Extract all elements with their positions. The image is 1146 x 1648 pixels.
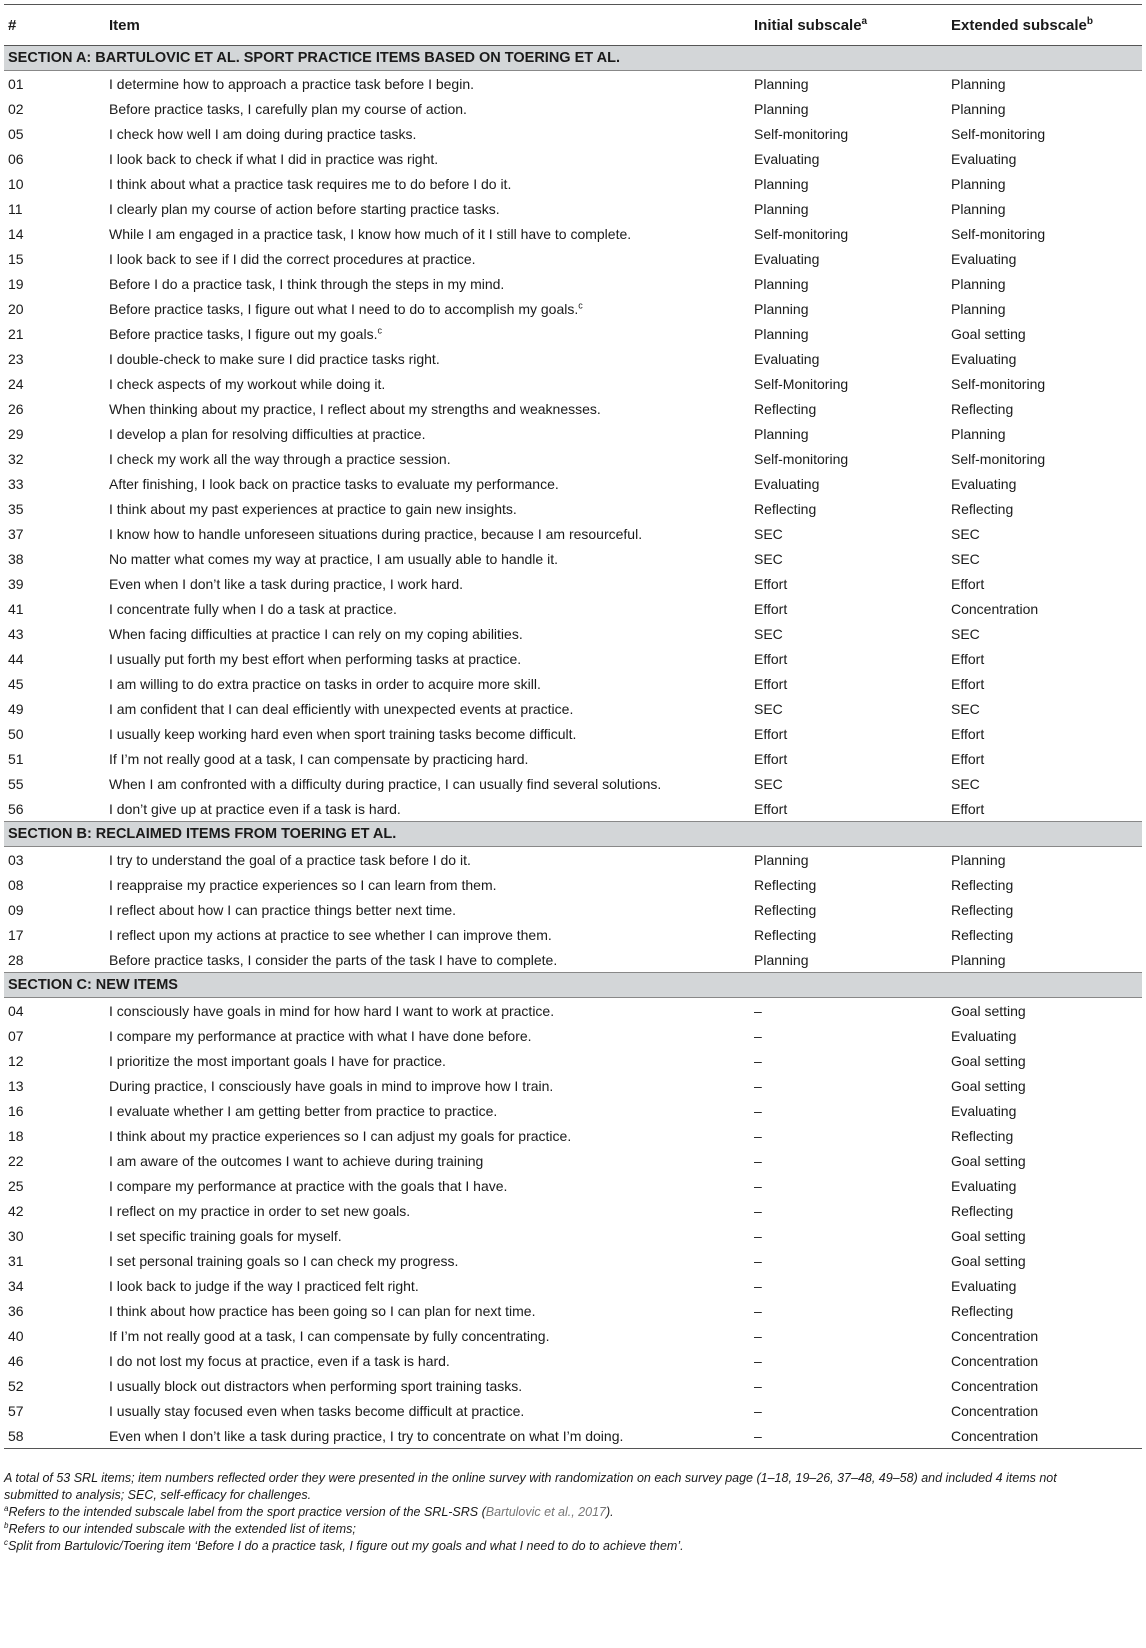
initial-subscale: Planning (754, 100, 809, 117)
item-number: 01 (8, 75, 24, 92)
item-number: 40 (8, 1327, 24, 1344)
extended-subscale: Planning (951, 100, 1006, 117)
footnote-a: $^a$Refers to the intended subscale label from the sport practice version of the SRL-SRS (Bartulovic et al., 2017). (4, 1503, 614, 1519)
item-text: I consciously have goals in mind for how hard I want to work at practice. (109, 1002, 555, 1019)
table-row (4, 922, 1142, 947)
initial-subscale: Effort (754, 650, 788, 667)
item-text: I do not lost my focus at practice, even if a task is hard. (109, 1352, 450, 1369)
item-text: I look back to check if what I did in practice was right. (109, 150, 439, 167)
table-row (4, 696, 1142, 721)
table-row (4, 196, 1142, 221)
extended-subscale: Reflecting (951, 901, 1014, 918)
initial-subscale: Planning (754, 200, 809, 217)
extended-subscale: Evaluating (951, 250, 1017, 267)
initial-subscale: – (754, 1052, 762, 1069)
header-row (4, 5, 1142, 46)
initial-subscale: SEC (754, 700, 783, 717)
item-number: 55 (8, 775, 24, 792)
table-row (4, 1048, 1142, 1073)
table-row (4, 546, 1142, 571)
header-initial-subscale: Initial subscale$^a$ (750, 5, 947, 46)
initial-subscale: Reflecting (754, 926, 817, 943)
item-number: 56 (8, 800, 24, 817)
extended-subscale: SEC (951, 625, 980, 642)
table-row (4, 246, 1142, 271)
item-number: 50 (8, 725, 24, 742)
initial-subscale: Planning (754, 75, 809, 92)
item-text: I reflect on my practice in order to set new goals. (109, 1202, 411, 1219)
item-text: When facing difficulties at practice I can rely on my coping abilities. (109, 625, 523, 642)
item-number: 39 (8, 575, 24, 592)
initial-subscale: – (754, 1227, 762, 1244)
initial-subscale: – (754, 1202, 762, 1219)
item-text: I clearly plan my course of action before starting practice tasks. (109, 200, 500, 217)
initial-subscale: – (754, 1302, 762, 1319)
section-title: SECTION A: BARTULOVIC ET AL. SPORT PRACTICE ITEMS BASED ON TOERING ET AL. (4, 46, 1142, 71)
item-number: 15 (8, 250, 24, 267)
item-number: 23 (8, 350, 24, 367)
initial-subscale: SEC (754, 550, 783, 567)
initial-subscale: Reflecting (754, 876, 817, 893)
item-text: I reflect about how I can practice things better next time. (109, 901, 457, 918)
item-text: I try to understand the goal of a practice task before I do it. (109, 851, 471, 868)
item-number: 36 (8, 1302, 24, 1319)
extended-subscale: Effort (951, 725, 985, 742)
initial-subscale: – (754, 1127, 762, 1144)
extended-subscale: Reflecting (951, 1202, 1014, 1219)
item-text: I check my work all the way through a practice session. (109, 450, 451, 467)
header-extended-subscale: Extended subscale$^b$ (947, 5, 1142, 46)
table-row (4, 646, 1142, 671)
item-number: 03 (8, 851, 24, 868)
item-text: I reflect upon my actions at practice to see whether I can improve them. (109, 926, 552, 943)
initial-subscale: SEC (754, 775, 783, 792)
extended-subscale: Concentration (951, 1402, 1039, 1419)
extended-subscale: Goal setting (951, 1252, 1026, 1269)
extended-subscale: Concentration (951, 1352, 1039, 1369)
extended-subscale: Planning (951, 275, 1006, 292)
item-number: 05 (8, 125, 24, 142)
item-number: 08 (8, 876, 24, 893)
item-number: 26 (8, 400, 24, 417)
extended-subscale: Planning (951, 425, 1006, 442)
table-row (4, 621, 1142, 646)
item-number: 18 (8, 1127, 24, 1144)
item-text: I am confident that I can deal efficiently with unexpected events at practice. (109, 700, 574, 717)
initial-subscale: Effort (754, 600, 788, 617)
section-title: SECTION B: RECLAIMED ITEMS FROM TOERING ET AL. (4, 822, 1142, 847)
initial-subscale: Planning (754, 300, 809, 317)
table-row (4, 396, 1142, 421)
item-number: 07 (8, 1027, 24, 1044)
initial-subscale: Effort (754, 725, 788, 742)
extended-subscale: Self-monitoring (951, 225, 1046, 242)
extended-subscale: Concentration (951, 600, 1039, 617)
extended-subscale: Planning (951, 175, 1006, 192)
item-number: 34 (8, 1277, 24, 1294)
item-number: 10 (8, 175, 24, 192)
initial-subscale: Self-monitoring (754, 125, 849, 142)
header-item: Item (105, 5, 750, 46)
item-number: 19 (8, 275, 24, 292)
item-text: Before practice tasks, I figure out my goals.$^c$ (109, 324, 382, 342)
reference-link[interactable]: Bartulovic et al., 2017 (485, 1505, 606, 1519)
extended-subscale: Self-monitoring (951, 450, 1046, 467)
table-row (4, 1373, 1142, 1398)
item-text: I compare my performance at practice with what I have done before. (109, 1027, 532, 1044)
table-row (4, 1273, 1142, 1298)
initial-subscale: Effort (754, 575, 788, 592)
item-text: Before practice tasks, I figure out what I need to do to accomplish my goals.$^c$ (109, 299, 583, 317)
initial-subscale: Planning (754, 175, 809, 192)
table-row (4, 96, 1142, 121)
extended-subscale: Goal setting (951, 1077, 1026, 1094)
footnote-mark-c: c (578, 299, 583, 310)
footnote-general: A total of 53 SRL items; item numbers reflected order they were presented in the online survey with randomization on each survey page (1–18, 19–26, 37–48, 49–58) and included 4 items not submitted to analysis; SEC, self-efficacy for challenges. (4, 1471, 1057, 1502)
item-text: During practice, I consciously have goals in mind to improve how I train. (109, 1077, 554, 1094)
initial-subscale: Planning (754, 951, 809, 968)
extended-subscale: Evaluating (951, 350, 1017, 367)
table-row (4, 371, 1142, 396)
item-text: No matter what comes my way at practice, I am usually able to handle it. (109, 550, 558, 567)
extended-subscale: SEC (951, 550, 980, 567)
table-row (4, 1098, 1142, 1123)
item-text: When thinking about my practice, I reflect about my strengths and weaknesses. (109, 400, 601, 417)
initial-subscale: Planning (754, 275, 809, 292)
initial-subscale: – (754, 1027, 762, 1044)
item-number: 09 (8, 901, 24, 918)
item-number: 24 (8, 375, 24, 392)
item-number: 42 (8, 1202, 24, 1219)
initial-subscale: Evaluating (754, 250, 820, 267)
table-footnotes (4, 1470, 1114, 1555)
extended-subscale: Self-monitoring (951, 375, 1046, 392)
item-text: Before practice tasks, I carefully plan my course of action. (109, 100, 467, 117)
item-text: I usually keep working hard even when sport training tasks become difficult. (109, 725, 577, 742)
extended-subscale: Concentration (951, 1377, 1039, 1394)
initial-subscale: – (754, 1177, 762, 1194)
initial-subscale: Planning (754, 325, 809, 342)
item-text: I usually stay focused even when tasks become difficult at practice. (109, 1402, 525, 1419)
extended-subscale: Planning (951, 951, 1006, 968)
table-row (4, 671, 1142, 696)
item-number: 38 (8, 550, 24, 567)
initial-subscale: – (750, 1423, 947, 1449)
initial-subscale: – (754, 1277, 762, 1294)
item-number: 35 (8, 500, 24, 517)
item-number: 29 (8, 425, 24, 442)
srl-items-table (4, 4, 1142, 1449)
table-row (4, 146, 1142, 171)
initial-subscale: – (754, 1152, 762, 1169)
item-text: I double-check to make sure I did practice tasks right. (109, 350, 440, 367)
table-row (4, 421, 1142, 446)
item-number: 45 (8, 675, 24, 692)
initial-subscale: SEC (754, 625, 783, 642)
initial-subscale: – (754, 1077, 762, 1094)
header-num: # (4, 5, 105, 46)
extended-subscale: Self-monitoring (951, 125, 1046, 142)
item-number: 30 (8, 1227, 24, 1244)
extended-subscale: Evaluating (951, 1102, 1017, 1119)
item-text: Even when I don’t like a task during practice, I try to concentrate on what I’m doing. (105, 1423, 750, 1449)
table-row (4, 521, 1142, 546)
item-text: I don’t give up at practice even if a task is hard. (109, 800, 401, 817)
table-row (4, 1223, 1142, 1248)
table-row (4, 721, 1142, 746)
extended-subscale: Goal setting (951, 1052, 1026, 1069)
initial-subscale: Planning (754, 851, 809, 868)
table-row (4, 1198, 1142, 1223)
extended-subscale: Concentration (947, 1423, 1142, 1449)
extended-subscale: Reflecting (951, 500, 1014, 517)
item-text: I develop a plan for resolving difficulties at practice. (109, 425, 426, 442)
item-number: 04 (8, 1002, 24, 1019)
item-text: I reappraise my practice experiences so I can learn from them. (109, 876, 497, 893)
extended-subscale: Effort (951, 575, 985, 592)
initial-subscale: – (754, 1102, 762, 1119)
table-row (4, 446, 1142, 471)
table-row (4, 1298, 1142, 1323)
item-text: After finishing, I look back on practice tasks to evaluate my performance. (109, 475, 559, 492)
table-row (4, 897, 1142, 922)
item-text: I usually block out distractors when performing sport training tasks. (109, 1377, 523, 1394)
item-text: I set personal training goals so I can check my progress. (109, 1252, 459, 1269)
table-row (4, 596, 1142, 621)
table-row (4, 1173, 1142, 1198)
table-row (4, 1148, 1142, 1173)
item-text: I know how to handle unforeseen situations during practice, because I am resourceful. (109, 525, 643, 542)
initial-subscale: Reflecting (754, 901, 817, 918)
item-number: 02 (8, 100, 24, 117)
item-number: 31 (8, 1252, 24, 1269)
section-title: SECTION C: NEW ITEMS (4, 973, 1142, 998)
extended-subscale: Evaluating (951, 475, 1017, 492)
table-row (4, 771, 1142, 796)
extended-subscale: Goal setting (951, 1002, 1026, 1019)
item-number: 17 (8, 926, 24, 943)
footnote-mark-a: a (861, 16, 868, 27)
table-row (4, 1073, 1142, 1098)
item-text: Before practice tasks, I consider the parts of the task I have to complete. (109, 951, 558, 968)
item-number: 44 (8, 650, 24, 667)
item-text: I am aware of the outcomes I want to achieve during training (109, 1152, 484, 1169)
initial-subscale: Self-monitoring (754, 450, 849, 467)
extended-subscale: SEC (951, 525, 980, 542)
extended-subscale: Evaluating (951, 150, 1017, 167)
extended-subscale: Reflecting (951, 926, 1014, 943)
item-text: I check how well I am doing during practice tasks. (109, 125, 417, 142)
item-number: 46 (8, 1352, 24, 1369)
table-row (4, 1023, 1142, 1048)
table-row (4, 71, 1142, 97)
item-number: 22 (8, 1152, 24, 1169)
extended-subscale: Planning (951, 300, 1006, 317)
initial-subscale: Reflecting (754, 500, 817, 517)
extended-subscale: Goal setting (951, 325, 1026, 342)
initial-subscale: – (754, 1377, 762, 1394)
item-number: 37 (8, 525, 24, 542)
item-number: 57 (8, 1402, 24, 1419)
item-text: I evaluate whether I am getting better from practice to practice. (109, 1102, 498, 1119)
extended-subscale: Planning (951, 75, 1006, 92)
item-number: 32 (8, 450, 24, 467)
item-number: 41 (8, 600, 24, 617)
item-number: 21 (8, 325, 24, 342)
item-text: I prioritize the most important goals I have for practice. (109, 1052, 446, 1069)
extended-subscale: SEC (951, 775, 980, 792)
extended-subscale: Effort (951, 750, 985, 767)
table-row (4, 746, 1142, 771)
item-text: I think about how practice has been going so I can plan for next time. (109, 1302, 536, 1319)
item-number: 13 (8, 1077, 24, 1094)
item-text: When I am confronted with a difficulty during practice, I can usually find several solutions. (109, 775, 662, 792)
table-row (4, 121, 1142, 146)
item-number: 25 (8, 1177, 24, 1194)
table-row (4, 471, 1142, 496)
initial-subscale: – (754, 1402, 762, 1419)
item-number: 20 (8, 300, 24, 317)
table-row (4, 947, 1142, 973)
table-row (4, 346, 1142, 371)
initial-subscale: – (754, 1252, 762, 1269)
item-number: 28 (8, 951, 24, 968)
item-text: I set specific training goals for myself. (109, 1227, 342, 1244)
initial-subscale: Planning (754, 425, 809, 442)
table-row (4, 1123, 1142, 1148)
extended-subscale: Goal setting (951, 1227, 1026, 1244)
item-text: I look back to see if I did the correct procedures at practice. (109, 250, 476, 267)
item-text: I determine how to approach a practice task before I begin. (109, 75, 474, 92)
extended-subscale: Concentration (951, 1327, 1039, 1344)
section-header-row (4, 822, 1142, 847)
item-text: I think about what a practice task requires me to do before I do it. (109, 175, 512, 192)
extended-subscale: Reflecting (951, 876, 1014, 893)
table-row (4, 296, 1142, 321)
table-row (4, 847, 1142, 873)
table-row (4, 271, 1142, 296)
table-row (4, 1348, 1142, 1373)
item-number: 12 (8, 1052, 24, 1069)
table-row (4, 1423, 1142, 1449)
initial-subscale: Self-monitoring (754, 225, 849, 242)
extended-subscale: SEC (951, 700, 980, 717)
table-row (4, 571, 1142, 596)
footnote-mark-c: c (377, 324, 382, 335)
extended-subscale: Effort (951, 800, 985, 817)
initial-subscale: – (754, 1327, 762, 1344)
footnote-b: $^b$Refers to our intended subscale with the extended list of items; (4, 1520, 356, 1536)
table-row (4, 496, 1142, 521)
extended-subscale: Planning (951, 851, 1006, 868)
item-text: I think about my practice experiences so I can adjust my goals for practice. (109, 1127, 572, 1144)
table-row (4, 1248, 1142, 1273)
item-text: I think about my past experiences at practice to gain new insights. (109, 500, 517, 517)
item-text: Before I do a practice task, I think through the steps in my mind. (109, 275, 505, 292)
initial-subscale: – (754, 1352, 762, 1369)
table-row (4, 221, 1142, 246)
item-number: 43 (8, 625, 24, 642)
item-text: I concentrate fully when I do a task at practice. (109, 600, 397, 617)
footnote-mark-b: b (1086, 16, 1093, 27)
initial-subscale: Evaluating (754, 475, 820, 492)
item-number: 49 (8, 700, 24, 717)
table-row (4, 872, 1142, 897)
section-header-row (4, 973, 1142, 998)
item-number: 06 (8, 150, 24, 167)
extended-subscale: Planning (951, 200, 1006, 217)
table-row (4, 998, 1142, 1024)
table-row (4, 796, 1142, 822)
item-number: 11 (8, 200, 23, 217)
table-row (4, 1323, 1142, 1348)
initial-subscale: Effort (754, 750, 788, 767)
extended-subscale: Reflecting (951, 400, 1014, 417)
initial-subscale: Effort (754, 800, 788, 817)
initial-subscale: SEC (754, 525, 783, 542)
initial-subscale: Evaluating (754, 150, 820, 167)
initial-subscale: Reflecting (754, 400, 817, 417)
item-text: I check aspects of my workout while doing it. (109, 375, 386, 392)
initial-subscale: – (754, 1002, 762, 1019)
item-number: 52 (8, 1377, 24, 1394)
item-text: I look back to judge if the way I practiced felt right. (109, 1277, 419, 1294)
footnote-c: $^c$Split from Bartulovic/Toering item ‘Before I do a practice task, I figure out my goals and what I need to do to achieve them’. (4, 1537, 684, 1553)
item-text: Even when I don’t like a task during practice, I work hard. (109, 575, 464, 592)
extended-subscale: Reflecting (951, 1302, 1014, 1319)
extended-subscale: Evaluating (951, 1177, 1017, 1194)
item-number: 33 (8, 475, 24, 492)
extended-subscale: Evaluating (951, 1027, 1017, 1044)
item-number: 51 (8, 750, 24, 767)
item-text: If I’m not really good at a task, I can compensate by fully concentrating. (109, 1327, 550, 1344)
extended-subscale: Evaluating (951, 1277, 1017, 1294)
extended-subscale: Effort (951, 650, 985, 667)
section-header-row (4, 46, 1142, 71)
table-row (4, 1398, 1142, 1423)
initial-subscale: Effort (754, 675, 788, 692)
item-text: If I’m not really good at a task, I can compensate by practicing hard. (109, 750, 529, 767)
extended-subscale: Goal setting (951, 1152, 1026, 1169)
item-number: 58 (4, 1423, 105, 1449)
item-text: I am willing to do extra practice on tasks in order to acquire more skill. (109, 675, 541, 692)
item-number: 16 (8, 1102, 24, 1119)
item-text: I usually put forth my best effort when performing tasks at practice. (109, 650, 522, 667)
item-text: While I am engaged in a practice task, I know how much of it I still have to complete. (109, 225, 632, 242)
extended-subscale: Effort (951, 675, 985, 692)
initial-subscale: Self-Monitoring (754, 375, 849, 392)
table-row (4, 321, 1142, 346)
item-number: 14 (8, 225, 24, 242)
item-text: I compare my performance at practice with the goals that I have. (109, 1177, 508, 1194)
table-row (4, 171, 1142, 196)
extended-subscale: Reflecting (951, 1127, 1014, 1144)
initial-subscale: Evaluating (754, 350, 820, 367)
